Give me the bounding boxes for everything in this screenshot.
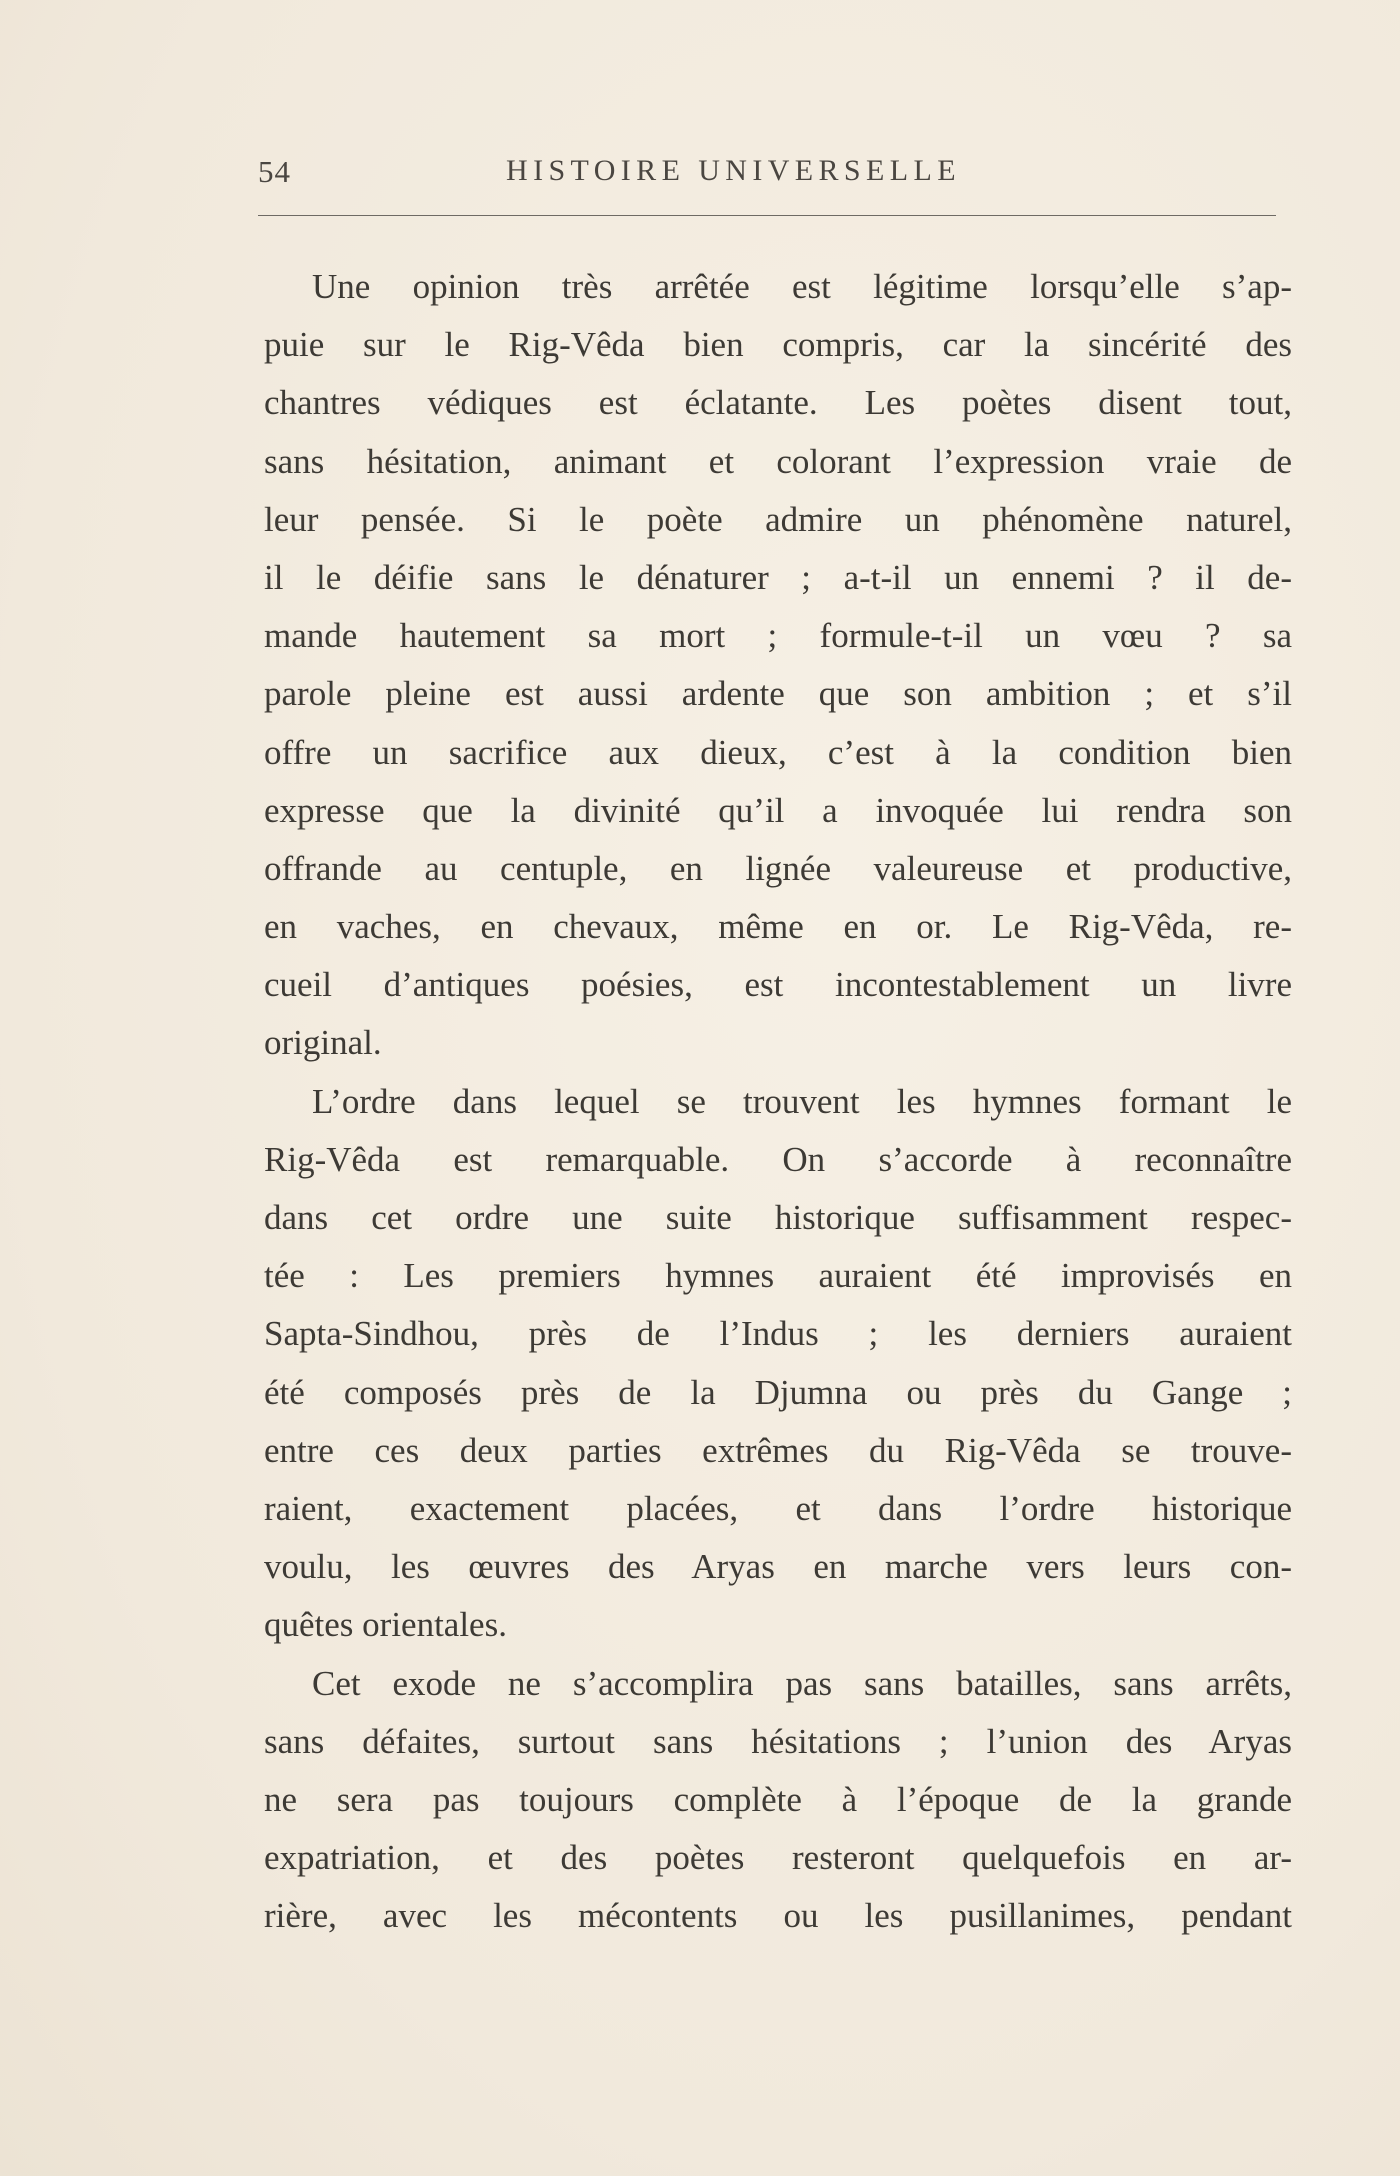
text-line: quêtes orientales. <box>264 1605 507 1645</box>
text-line: sans hésitation, animant et colorant l’expression vraie de <box>264 441 1292 481</box>
text-line: Sapta-Sindhou, près de l’Indus ; les derniers auraient <box>264 1314 1292 1354</box>
text-line: tée : Les premiers hymnes auraient été improvisés en <box>264 1256 1292 1296</box>
text-line: ne sera pas toujours complète à l’époque de la grande <box>264 1779 1292 1819</box>
text-line: rière, avec les mécontents ou les pusillanimes, pendant <box>264 1896 1292 1936</box>
page-number: 54 <box>258 154 291 189</box>
running-head <box>258 150 1276 200</box>
text-line: Rig-Vêda est remarquable. On s’accorde à reconnaître <box>264 1139 1292 1179</box>
body-text <box>264 258 1292 1945</box>
text-line: mande hautement sa mort ; formule-t-il un vœu ? sa <box>264 616 1292 656</box>
text-line: raient, exactement placées, et dans l’ordre historique <box>264 1488 1292 1528</box>
text-line: Cet exode ne s’accomplira pas sans batailles, sans arrêts, <box>312 1663 1292 1703</box>
text-line: il le déifie sans le dénaturer ; a-t-il un ennemi ? il de- <box>264 557 1292 597</box>
text-line: L’ordre dans lequel se trouvent les hymnes formant le <box>312 1081 1292 1121</box>
text-line: parole pleine est aussi ardente que son ambition ; et s’il <box>264 674 1292 714</box>
header-rule <box>258 215 1276 216</box>
text-line: leur pensée. Si le poète admire un phénomène naturel, <box>264 499 1292 539</box>
text-line: été composés près de la Djumna ou près du Gange ; <box>264 1372 1292 1412</box>
text-line: original. <box>264 1023 382 1063</box>
text-line: en vaches, en chevaux, même en or. Le Rig-Vêda, re- <box>264 907 1292 947</box>
text-line: offrande au centuple, en lignée valeureuse et productive, <box>264 848 1292 888</box>
running-title: HISTOIRE UNIVERSELLE <box>506 154 961 187</box>
text-line: puie sur le Rig-Vêda bien compris, car la sincérité des <box>264 325 1292 365</box>
text-line: expresse que la divinité qu’il a invoquée lui rendra son <box>264 790 1292 830</box>
text-line: entre ces deux parties extrêmes du Rig-Vêda se trouve- <box>264 1430 1292 1470</box>
text-line: dans cet ordre une suite historique suffisamment respec- <box>264 1198 1292 1237</box>
text-line: expatriation, et des poètes resteront quelquefois en ar- <box>264 1838 1292 1878</box>
text-line: chantres védiques est éclatante. Les poètes disent tout, <box>264 383 1292 423</box>
text-line: offre un sacrifice aux dieux, c’est à la condition bien <box>264 732 1292 772</box>
text-line: sans défaites, surtout sans hésitations ; l’union des Aryas <box>264 1721 1292 1761</box>
text-line: Une opinion très arrêtée est légitime lorsqu’elle s’ap- <box>312 267 1292 306</box>
text-line: voulu, les œuvres des Aryas en marche vers leurs con- <box>264 1547 1292 1587</box>
text-line: cueil d’antiques poésies, est incontestablement un livre <box>264 965 1292 1005</box>
